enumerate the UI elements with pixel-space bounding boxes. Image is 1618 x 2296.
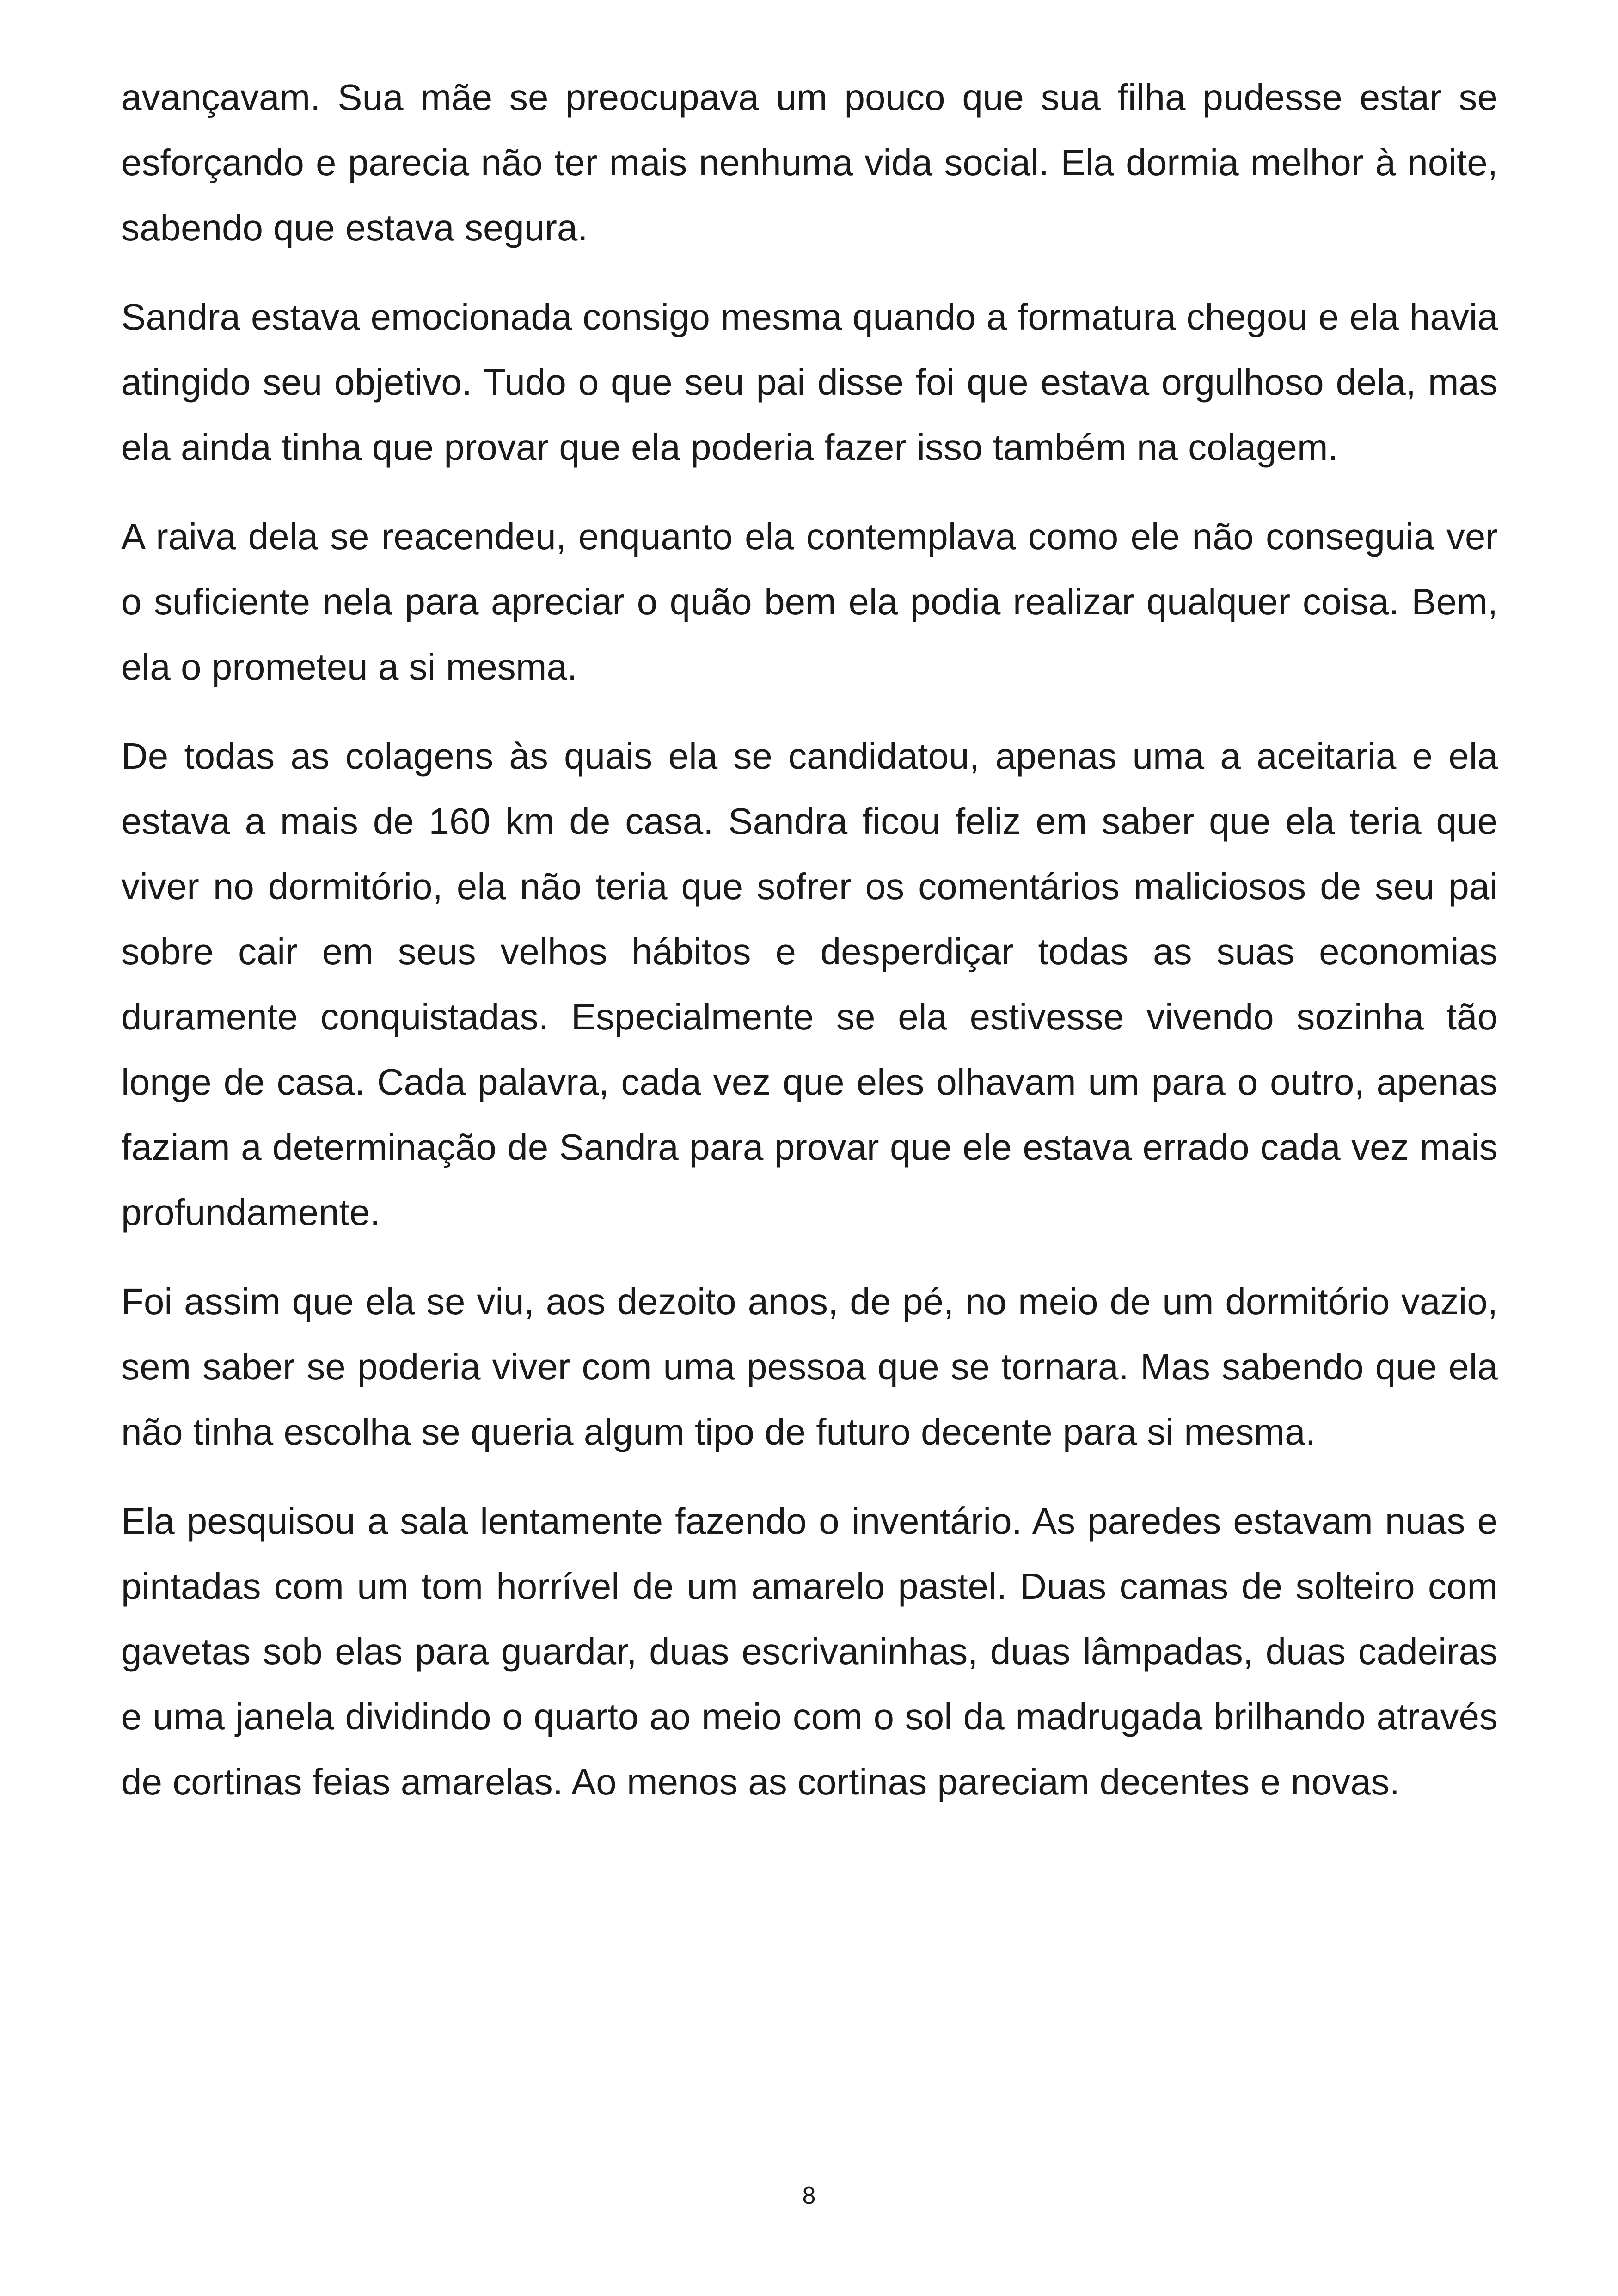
- paragraph-1: avançavam. Sua mãe se preocupava um pouco que sua filha pudesse estar se esforçando e parecia não ter mais nenhuma vida social. Ela dormia melhor à noite, sabendo que estava segura.: [121, 77, 1498, 248]
- paragraph-4: De todas as colagens às quais ela se candidatou, apenas uma a aceitaria e ela estava a mais de 160 km de casa. Sandra ficou feliz em saber que ela teria que viver no dormitório, ela não teria que sofrer os comentários maliciosos de seu pai sobre cair em seus velhos hábitos e desperdiçar todas as suas economias duramente conquistadas. Especialmente se ela estivesse vivendo sozinha tão longe de casa. Cada palavra, cada vez que eles olhavam um para o outro, apenas faziam a determinação de Sandra para provar que ele estava errado cada vez mais profundamente.: [121, 735, 1498, 1233]
- body-text: [121, 65, 1498, 1838]
- paragraph-5: Foi assim que ela se viu, aos dezoito anos, de pé, no meio de um dormitório vazio, sem saber se poderia viver com uma pessoa que se tornara. Mas sabendo que ela não tinha escolha se queria algum tipo de futuro decente para si mesma.: [121, 1281, 1498, 1452]
- paragraph-3: A raiva dela se reacendeu, enquanto ela contemplava como ele não conseguia ver o suficiente nela para apreciar o quão bem ela podia realizar qualquer coisa. Bem, ela o prometeu a si mesma.: [121, 516, 1498, 687]
- paragraph-6: Ela pesquisou a sala lentamente fazendo o inventário. As paredes estavam nuas e pintadas com um tom horrível de um amarelo pastel. Duas camas de solteiro com gavetas sob elas para guardar, duas escrivaninhas, duas lâmpadas, duas cadeiras e uma janela dividindo o quarto ao meio com o sol da madrugada brilhando através de cortinas feias amarelas. Ao menos as cortinas pareciam decentes e novas.: [121, 1500, 1498, 1802]
- paragraph-2: Sandra estava emocionada consigo mesma quando a formatura chegou e ela havia atingido seu objetivo. Tudo o que seu pai disse foi que estava orgulhoso dela, mas ela ainda tinha que provar que ela poderia fazer isso também na colagem.: [121, 296, 1498, 468]
- page-number: 8: [802, 2182, 816, 2209]
